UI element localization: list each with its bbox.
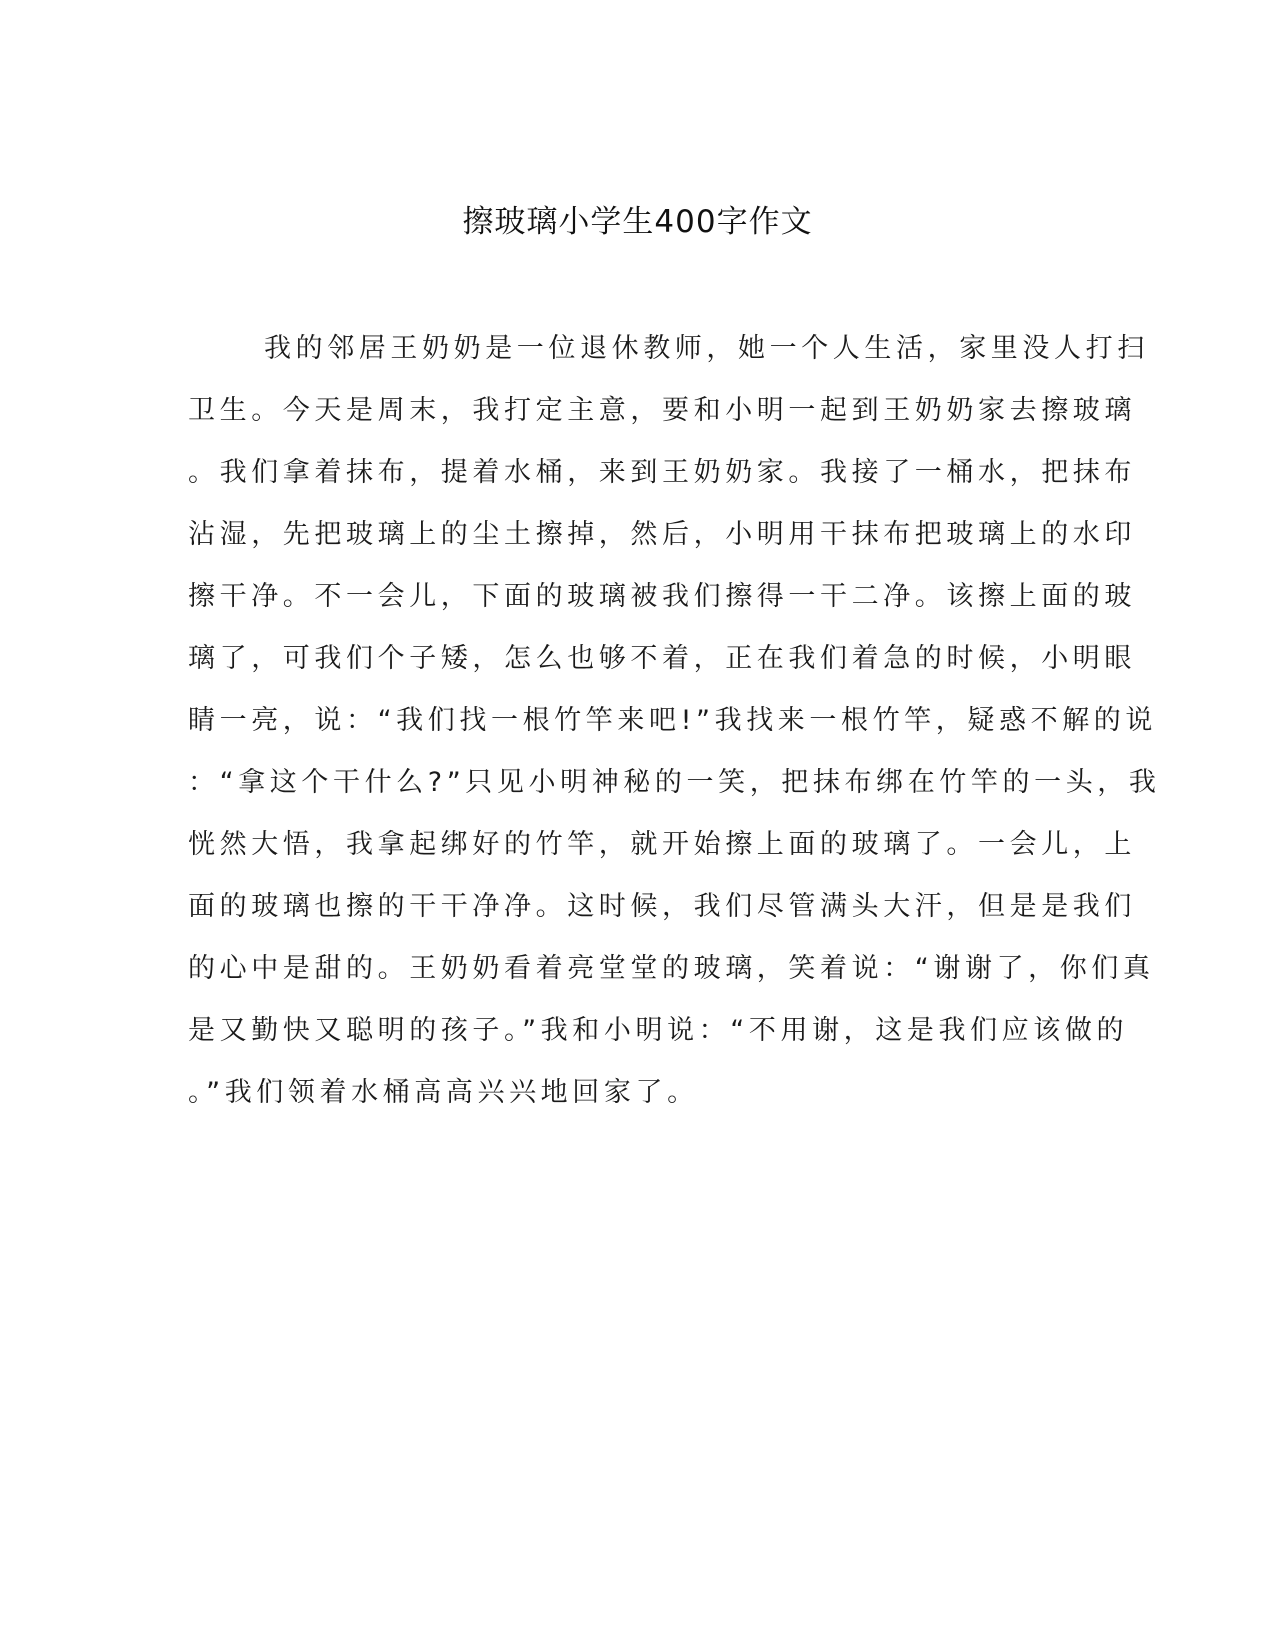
paragraph-line: 璃了，可我们个子矮，怎么也够不着，正在我们着急的时候，小明眼 xyxy=(188,643,1136,674)
paragraph-line: 擦干净。不一会儿，下面的玻璃被我们擦得一干二净。该擦上面的玻 xyxy=(188,581,1136,612)
paragraph-line: 睛一亮，说：“我们找一根竹竿来吧!”我找来一根竹竿，疑惑不解的说 xyxy=(188,705,1157,736)
paragraph-line: 面的玻璃也擦的干干净净。这时候，我们尽管满头大汗，但是是我们 xyxy=(188,891,1136,922)
paragraph-line: 。我们拿着抹布，提着水桶，来到王奶奶家。我接了一桶水，把抹布 xyxy=(188,457,1136,488)
paragraph-line: 是又勤快又聪明的孩子。”我和小明说：“不用谢，这是我们应该做的 xyxy=(188,1015,1129,1046)
paragraph-line: 卫生。今天是周末，我打定主意，要和小明一起到王奶奶家去擦玻璃 xyxy=(188,395,1136,426)
paragraph-line: 。”我们领着水桶高高兴兴地回家了。 xyxy=(188,1077,699,1108)
paragraph-line: 恍然大悟，我拿起绑好的竹竿，就开始擦上面的玻璃了。一会儿，上 xyxy=(188,829,1136,860)
document-title: 擦玻璃小学生400字作文 xyxy=(462,204,813,240)
paragraph-line: 沾湿，先把玻璃上的尘土擦掉，然后，小明用干抹布把玻璃上的水印 xyxy=(188,519,1136,550)
paragraph-line: 我的邻居王奶奶是一位退休教师，她一个人生活，家里没人打扫 xyxy=(264,333,1149,364)
document-body xyxy=(188,318,1161,1124)
paragraph-line: ：“拿这个干什么?”只见小明神秘的一笑，把抹布绑在竹竿的一头，我 xyxy=(188,767,1161,798)
paragraph-line: 的心中是甜的。王奶奶看着亮堂堂的玻璃，笑着说：“谢谢了，你们真 xyxy=(188,953,1155,984)
